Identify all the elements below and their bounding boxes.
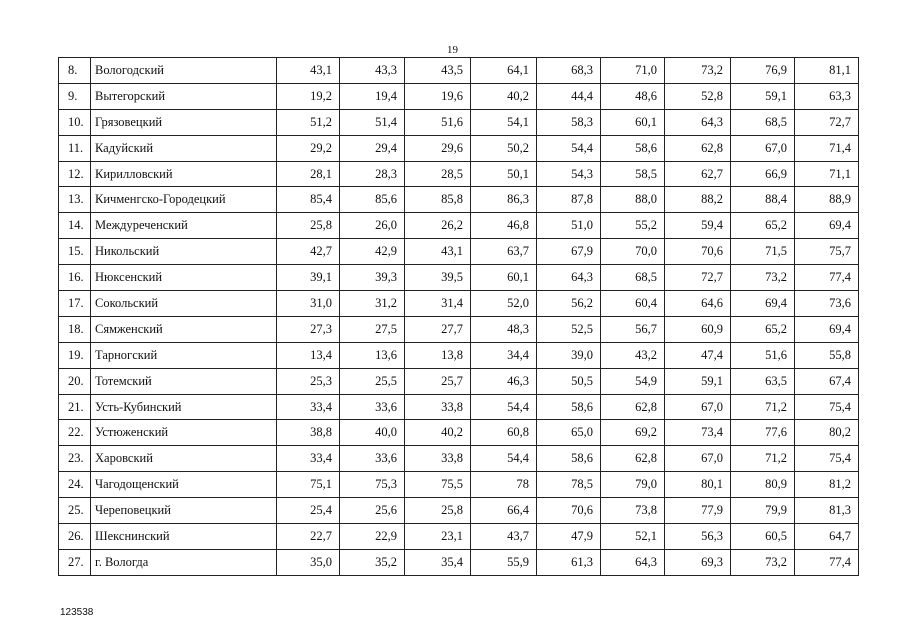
value-cell: 58,5 xyxy=(601,161,665,187)
value-cell: 40,0 xyxy=(340,420,405,446)
value-cell: 64,3 xyxy=(601,549,665,575)
table-row xyxy=(59,135,859,161)
value-cell: 79,9 xyxy=(731,498,795,524)
value-cell: 26,0 xyxy=(340,213,405,239)
value-cell: 47,9 xyxy=(537,524,601,550)
district-name: Тарногский xyxy=(91,342,277,368)
value-cell: 35,0 xyxy=(277,549,340,575)
value-cell: 43,1 xyxy=(277,58,340,84)
row-number: 16. xyxy=(59,265,91,291)
district-name: Устюженский xyxy=(91,420,277,446)
page-number: 19 xyxy=(447,44,458,56)
value-cell: 73,6 xyxy=(795,291,859,317)
value-cell: 70,6 xyxy=(537,498,601,524)
value-cell: 25,7 xyxy=(405,368,471,394)
table-row xyxy=(59,83,859,109)
district-name: Кирилловский xyxy=(91,161,277,187)
value-cell: 23,1 xyxy=(405,524,471,550)
value-cell: 64,6 xyxy=(665,291,731,317)
value-cell: 69,4 xyxy=(795,213,859,239)
value-cell: 81,3 xyxy=(795,498,859,524)
table-row xyxy=(59,394,859,420)
value-cell: 68,5 xyxy=(601,265,665,291)
value-cell: 86,3 xyxy=(471,187,537,213)
value-cell: 28,1 xyxy=(277,161,340,187)
value-cell: 80,9 xyxy=(731,472,795,498)
value-cell: 64,3 xyxy=(665,109,731,135)
value-cell: 77,4 xyxy=(795,265,859,291)
value-cell: 73,4 xyxy=(665,420,731,446)
value-cell: 46,3 xyxy=(471,368,537,394)
district-name: Кадуйский xyxy=(91,135,277,161)
value-cell: 54,4 xyxy=(537,135,601,161)
value-cell: 71,4 xyxy=(795,135,859,161)
value-cell: 40,2 xyxy=(405,420,471,446)
value-cell: 77,6 xyxy=(731,420,795,446)
value-cell: 29,4 xyxy=(340,135,405,161)
row-number: 25. xyxy=(59,498,91,524)
table-row xyxy=(59,549,859,575)
value-cell: 27,3 xyxy=(277,316,340,342)
district-name: Усть-Кубинский xyxy=(91,394,277,420)
value-cell: 80,2 xyxy=(795,420,859,446)
value-cell: 22,7 xyxy=(277,524,340,550)
value-cell: 60,1 xyxy=(471,265,537,291)
district-name: Череповецкий xyxy=(91,498,277,524)
value-cell: 38,8 xyxy=(277,420,340,446)
value-cell: 64,7 xyxy=(795,524,859,550)
row-number: 27. xyxy=(59,549,91,575)
value-cell: 39,1 xyxy=(277,265,340,291)
value-cell: 43,7 xyxy=(471,524,537,550)
value-cell: 88,0 xyxy=(601,187,665,213)
value-cell: 33,8 xyxy=(405,394,471,420)
value-cell: 71,1 xyxy=(795,161,859,187)
value-cell: 65,2 xyxy=(731,316,795,342)
table-row xyxy=(59,187,859,213)
value-cell: 35,2 xyxy=(340,549,405,575)
value-cell: 81,1 xyxy=(795,58,859,84)
value-cell: 76,9 xyxy=(731,58,795,84)
value-cell: 69,4 xyxy=(795,316,859,342)
value-cell: 22,9 xyxy=(340,524,405,550)
value-cell: 44,4 xyxy=(537,83,601,109)
value-cell: 28,5 xyxy=(405,161,471,187)
value-cell: 66,9 xyxy=(731,161,795,187)
value-cell: 64,1 xyxy=(471,58,537,84)
district-name: Никольский xyxy=(91,239,277,265)
row-number: 17. xyxy=(59,291,91,317)
value-cell: 27,5 xyxy=(340,316,405,342)
value-cell: 55,8 xyxy=(795,342,859,368)
document-id: 123538 xyxy=(60,607,94,618)
value-cell: 71,2 xyxy=(731,446,795,472)
value-cell: 56,2 xyxy=(537,291,601,317)
table-row xyxy=(59,342,859,368)
value-cell: 80,1 xyxy=(665,472,731,498)
value-cell: 48,6 xyxy=(601,83,665,109)
value-cell: 72,7 xyxy=(795,109,859,135)
district-name: Вологодский xyxy=(91,58,277,84)
value-cell: 73,2 xyxy=(665,58,731,84)
row-number: 8. xyxy=(59,58,91,84)
row-number: 9. xyxy=(59,83,91,109)
district-name: Чагодощенский xyxy=(91,472,277,498)
value-cell: 48,3 xyxy=(471,316,537,342)
value-cell: 58,6 xyxy=(601,135,665,161)
value-cell: 79,0 xyxy=(601,472,665,498)
table-row xyxy=(59,58,859,84)
district-name: Сокольский xyxy=(91,291,277,317)
value-cell: 33,4 xyxy=(277,446,340,472)
table-row xyxy=(59,472,859,498)
table-row xyxy=(59,420,859,446)
value-cell: 88,9 xyxy=(795,187,859,213)
value-cell: 81,2 xyxy=(795,472,859,498)
value-cell: 33,6 xyxy=(340,446,405,472)
value-cell: 59,1 xyxy=(731,83,795,109)
row-number: 11. xyxy=(59,135,91,161)
district-name: Кичменгско-Городецкий xyxy=(91,187,277,213)
value-cell: 46,8 xyxy=(471,213,537,239)
table-row xyxy=(59,368,859,394)
row-number: 20. xyxy=(59,368,91,394)
value-cell: 50,1 xyxy=(471,161,537,187)
value-cell: 19,4 xyxy=(340,83,405,109)
value-cell: 51,2 xyxy=(277,109,340,135)
value-cell: 77,4 xyxy=(795,549,859,575)
table-row xyxy=(59,161,859,187)
row-number: 13. xyxy=(59,187,91,213)
table-row xyxy=(59,446,859,472)
value-cell: 54,1 xyxy=(471,109,537,135)
value-cell: 88,4 xyxy=(731,187,795,213)
data-table xyxy=(58,57,859,576)
value-cell: 25,3 xyxy=(277,368,340,394)
value-cell: 67,9 xyxy=(537,239,601,265)
table-row xyxy=(59,239,859,265)
value-cell: 60,1 xyxy=(601,109,665,135)
district-name: Шекснинский xyxy=(91,524,277,550)
value-cell: 25,6 xyxy=(340,498,405,524)
row-number: 18. xyxy=(59,316,91,342)
value-cell: 13,6 xyxy=(340,342,405,368)
value-cell: 71,2 xyxy=(731,394,795,420)
value-cell: 67,0 xyxy=(731,135,795,161)
table-row xyxy=(59,265,859,291)
value-cell: 59,4 xyxy=(665,213,731,239)
value-cell: 13,8 xyxy=(405,342,471,368)
value-cell: 65,2 xyxy=(731,213,795,239)
value-cell: 66,4 xyxy=(471,498,537,524)
table-row xyxy=(59,291,859,317)
value-cell: 60,9 xyxy=(665,316,731,342)
value-cell: 50,2 xyxy=(471,135,537,161)
value-cell: 52,5 xyxy=(537,316,601,342)
value-cell: 33,4 xyxy=(277,394,340,420)
value-cell: 71,0 xyxy=(601,58,665,84)
value-cell: 75,7 xyxy=(795,239,859,265)
value-cell: 51,6 xyxy=(731,342,795,368)
row-number: 26. xyxy=(59,524,91,550)
table-row xyxy=(59,498,859,524)
value-cell: 68,5 xyxy=(731,109,795,135)
value-cell: 42,7 xyxy=(277,239,340,265)
value-cell: 68,3 xyxy=(537,58,601,84)
value-cell: 39,5 xyxy=(405,265,471,291)
value-cell: 13,4 xyxy=(277,342,340,368)
row-number: 22. xyxy=(59,420,91,446)
value-cell: 31,4 xyxy=(405,291,471,317)
value-cell: 69,2 xyxy=(601,420,665,446)
value-cell: 27,7 xyxy=(405,316,471,342)
value-cell: 65,0 xyxy=(537,420,601,446)
row-number: 23. xyxy=(59,446,91,472)
value-cell: 69,4 xyxy=(731,291,795,317)
value-cell: 78 xyxy=(471,472,537,498)
value-cell: 62,8 xyxy=(665,135,731,161)
value-cell: 75,5 xyxy=(405,472,471,498)
value-cell: 70,0 xyxy=(601,239,665,265)
value-cell: 85,6 xyxy=(340,187,405,213)
value-cell: 58,3 xyxy=(537,109,601,135)
value-cell: 33,8 xyxy=(405,446,471,472)
value-cell: 63,7 xyxy=(471,239,537,265)
value-cell: 60,4 xyxy=(601,291,665,317)
value-cell: 62,8 xyxy=(601,446,665,472)
row-number: 24. xyxy=(59,472,91,498)
value-cell: 55,2 xyxy=(601,213,665,239)
value-cell: 56,3 xyxy=(665,524,731,550)
district-name: г. Вологда xyxy=(91,549,277,575)
district-name: Междуреченский xyxy=(91,213,277,239)
value-cell: 73,2 xyxy=(731,265,795,291)
value-cell: 42,9 xyxy=(340,239,405,265)
value-cell: 75,1 xyxy=(277,472,340,498)
row-number: 19. xyxy=(59,342,91,368)
table-row xyxy=(59,109,859,135)
value-cell: 67,4 xyxy=(795,368,859,394)
table-row xyxy=(59,524,859,550)
value-cell: 33,6 xyxy=(340,394,405,420)
value-cell: 43,2 xyxy=(601,342,665,368)
value-cell: 54,4 xyxy=(471,394,537,420)
value-cell: 52,1 xyxy=(601,524,665,550)
value-cell: 72,7 xyxy=(665,265,731,291)
value-cell: 67,0 xyxy=(665,446,731,472)
value-cell: 71,5 xyxy=(731,239,795,265)
value-cell: 67,0 xyxy=(665,394,731,420)
value-cell: 78,5 xyxy=(537,472,601,498)
value-cell: 60,5 xyxy=(731,524,795,550)
district-name: Харовский xyxy=(91,446,277,472)
value-cell: 51,4 xyxy=(340,109,405,135)
value-cell: 87,8 xyxy=(537,187,601,213)
value-cell: 75,4 xyxy=(795,394,859,420)
value-cell: 47,4 xyxy=(665,342,731,368)
value-cell: 64,3 xyxy=(537,265,601,291)
value-cell: 73,8 xyxy=(601,498,665,524)
row-number: 12. xyxy=(59,161,91,187)
value-cell: 52,8 xyxy=(665,83,731,109)
value-cell: 34,4 xyxy=(471,342,537,368)
value-cell: 25,8 xyxy=(277,213,340,239)
value-cell: 40,2 xyxy=(471,83,537,109)
value-cell: 75,3 xyxy=(340,472,405,498)
district-name: Вытегорский xyxy=(91,83,277,109)
value-cell: 51,0 xyxy=(537,213,601,239)
row-number: 14. xyxy=(59,213,91,239)
table-row xyxy=(59,316,859,342)
value-cell: 25,8 xyxy=(405,498,471,524)
value-cell: 28,3 xyxy=(340,161,405,187)
value-cell: 25,5 xyxy=(340,368,405,394)
row-number: 10. xyxy=(59,109,91,135)
value-cell: 62,7 xyxy=(665,161,731,187)
value-cell: 54,3 xyxy=(537,161,601,187)
value-cell: 77,9 xyxy=(665,498,731,524)
value-cell: 29,2 xyxy=(277,135,340,161)
value-cell: 59,1 xyxy=(665,368,731,394)
district-name: Грязовецкий xyxy=(91,109,277,135)
value-cell: 88,2 xyxy=(665,187,731,213)
value-cell: 75,4 xyxy=(795,446,859,472)
district-name: Сямженский xyxy=(91,316,277,342)
value-cell: 58,6 xyxy=(537,446,601,472)
district-name: Нюксенский xyxy=(91,265,277,291)
value-cell: 26,2 xyxy=(405,213,471,239)
value-cell: 55,9 xyxy=(471,549,537,575)
value-cell: 29,6 xyxy=(405,135,471,161)
value-cell: 43,5 xyxy=(405,58,471,84)
row-number: 21. xyxy=(59,394,91,420)
value-cell: 56,7 xyxy=(601,316,665,342)
value-cell: 35,4 xyxy=(405,549,471,575)
table-row xyxy=(59,213,859,239)
value-cell: 31,2 xyxy=(340,291,405,317)
value-cell: 61,3 xyxy=(537,549,601,575)
value-cell: 25,4 xyxy=(277,498,340,524)
value-cell: 19,2 xyxy=(277,83,340,109)
value-cell: 60,8 xyxy=(471,420,537,446)
value-cell: 51,6 xyxy=(405,109,471,135)
value-cell: 39,0 xyxy=(537,342,601,368)
district-name: Тотемский xyxy=(91,368,277,394)
value-cell: 69,3 xyxy=(665,549,731,575)
row-number: 15. xyxy=(59,239,91,265)
value-cell: 85,8 xyxy=(405,187,471,213)
value-cell: 43,1 xyxy=(405,239,471,265)
value-cell: 50,5 xyxy=(537,368,601,394)
value-cell: 19,6 xyxy=(405,83,471,109)
value-cell: 63,3 xyxy=(795,83,859,109)
value-cell: 54,4 xyxy=(471,446,537,472)
value-cell: 62,8 xyxy=(601,394,665,420)
value-cell: 58,6 xyxy=(537,394,601,420)
value-cell: 70,6 xyxy=(665,239,731,265)
value-cell: 63,5 xyxy=(731,368,795,394)
value-cell: 39,3 xyxy=(340,265,405,291)
table-body xyxy=(59,58,859,576)
value-cell: 31,0 xyxy=(277,291,340,317)
value-cell: 73,2 xyxy=(731,549,795,575)
value-cell: 52,0 xyxy=(471,291,537,317)
value-cell: 43,3 xyxy=(340,58,405,84)
value-cell: 54,9 xyxy=(601,368,665,394)
value-cell: 85,4 xyxy=(277,187,340,213)
